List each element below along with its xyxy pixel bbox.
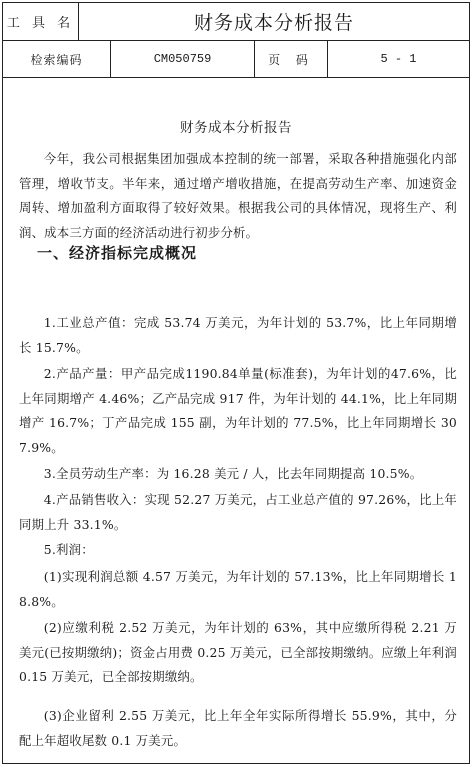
intro-paragraph: 今年，我公司根据集团加强成本控制的统一部署，采取各种措施强化内部管理，增收节支。半年来，通过增产增收措施，在提高劳动生产率、加速资金周转、增加盈利方面取得了较好效果。根据我公司的具体情况，现将生产、利润、成本三方面的经济活动进行初步分析。 bbox=[19, 151, 457, 240]
item-profit-heading: 5.利润： bbox=[43, 542, 94, 557]
page-number: 5 - 1 bbox=[380, 52, 417, 66]
document-title: 财务成本分析报告 bbox=[180, 120, 292, 136]
item-product-output: 2.产品产量：甲产品完成1190.84单量(标准套)，为年计划的47.6%，比上年同期增产 4.46%；乙产品完成 917 件，为年计划的 44.1%，比上年同期增产 16.7%；丁产品完成 155 副，为年计划的 77.5%，比上年同期增长 307.9%。 bbox=[19, 366, 457, 455]
index-code: CM050759 bbox=[111, 41, 255, 77]
item-productivity: 3.全员劳动生产率：为 16.28 美元 / 人，比去年同期提高 10.5%。 bbox=[43, 466, 423, 481]
item-tax-payable: (2)应缴利税 2.52 万美元，为年计划的 63%，其中应缴所得税 2.21 万美元(已按期缴纳)；资金占用费 0.25 万美元，已全部按期缴纳。应缴上年利润 0.15 万美元，已全部按期缴纳。 bbox=[19, 620, 457, 684]
item-profit-total: (1)实现利润总额 4.57 万美元，为年计划的 57.13%，比上年同期增长 18.8%。 bbox=[19, 569, 457, 609]
document-frame bbox=[2, 2, 470, 764]
header-row-title bbox=[3, 3, 469, 41]
index-label: 检索编码 bbox=[3, 41, 111, 77]
tool-label: 工 具 名 bbox=[3, 3, 79, 40]
item-retained-profit: (3)企业留利 2.55 万美元，比上年全年实际所得增长 55.9%，其中，分配上年超收尾数 0.1 万美元。 bbox=[19, 708, 457, 748]
item-output-value: 1.工业总产值：完成 53.74 万美元，为年计划的 53.7%，比上年同期增长 15.7%。 bbox=[19, 315, 457, 355]
header-row-index bbox=[3, 41, 469, 78]
item-sales-revenue: 4.产品销售收入：实现 52.27 万美元，占工业总产值的 97.26%，比上年同期上升 33.1%。 bbox=[19, 492, 457, 532]
section-heading: 一、经济指标完成概况 bbox=[37, 244, 198, 262]
report-title: 财务成本分析报告 bbox=[193, 12, 354, 34]
page-label: 页 码 bbox=[255, 41, 328, 77]
